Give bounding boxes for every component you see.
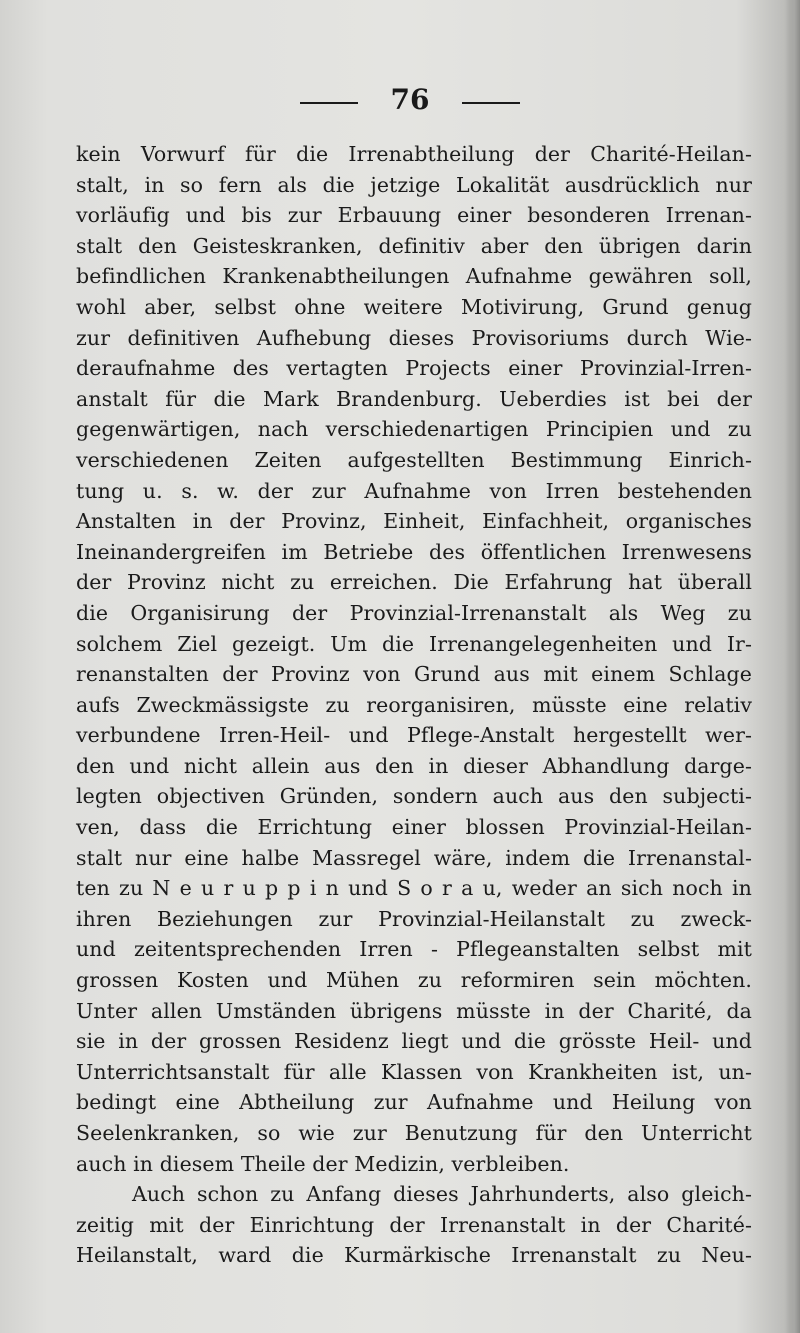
- text-line: Anstalten in der Provinz, Einheit, Einfachheit, organisches: [76, 509, 752, 534]
- text-line: stalt, in so fern als die jetzige Lokalität ausdrücklich nur: [76, 172, 752, 197]
- text-line: Unter allen Umständen übrigens müsste in der Charité, da: [76, 998, 752, 1023]
- body-text: [76, 139, 752, 1271]
- text-line: ten zu N e u r u p p i n und S o r a u, weder an sich noch in: [76, 876, 752, 901]
- text-line: Unterrichtsanstalt für alle Klassen von Krankheiten ist, un-: [76, 1059, 752, 1084]
- text-line: sie in der grossen Residenz liegt und die grösste Heil- und: [76, 1029, 752, 1054]
- text-line: bedingt eine Abtheilung zur Aufnahme und Heilung von: [76, 1090, 752, 1115]
- page-number: 76: [390, 83, 430, 116]
- text-line: anstalt für die Mark Brandenburg. Ueberdies ist bei der: [76, 386, 752, 411]
- header-rule-left: [300, 102, 358, 104]
- text-line: vorläufig und bis zur Erbauung einer besonderen Irrenan-: [76, 203, 752, 228]
- text-line: ihren Beziehungen zur Provinzial-Heilanstalt zu zweck-: [76, 906, 752, 931]
- text-line: solchem Ziel gezeigt. Um die Irrenangelegenheiten und Ir-: [76, 631, 752, 656]
- text-line: der Provinz nicht zu erreichen. Die Erfahrung hat überall: [76, 570, 752, 595]
- text-line: zur definitiven Aufhebung dieses Provisoriums durch Wie-: [76, 325, 752, 350]
- text-line: verschiedenen Zeiten aufgestellten Bestimmung Einrich-: [76, 447, 752, 472]
- text-line: renanstalten der Provinz von Grund aus mit einem Schlage: [76, 662, 752, 687]
- text-line: verbundene Irren-Heil- und Pflege-Anstalt hergestellt wer-: [76, 723, 752, 748]
- page-header: [0, 82, 800, 118]
- text-line: aufs Zweckmässigste zu reorganisiren, müsste eine relativ: [76, 692, 752, 717]
- text-line: gegenwärtigen, nach verschiedenartigen Principien und zu: [76, 417, 752, 442]
- text-line: kein Vorwurf für die Irrenabtheilung der Charité-Heilan-: [76, 142, 752, 166]
- text-line: grossen Kosten und Mühen zu reformiren sein möchten.: [76, 968, 752, 993]
- text-line: stalt nur eine halbe Massregel wäre, indem die Irrenanstal-: [76, 845, 752, 870]
- text-line: tung u. s. w. der zur Aufnahme von Irren bestehenden: [76, 478, 752, 503]
- text-line: deraufnahme des vertagten Projects einer Provinzial-Irren-: [76, 356, 752, 381]
- text-line: ven, dass die Errichtung einer blossen Provinzial-Heilan-: [76, 815, 752, 840]
- header-rule-right: [462, 102, 520, 104]
- text-line: stalt den Geisteskranken, definitiv aber den übrigen darin: [76, 233, 752, 258]
- text-line: zeitig mit der Einrichtung der Irrenanstalt in der Charité-: [76, 1212, 752, 1237]
- paragraph-end-line: auch in diesem Theile der Medizin, verbleiben.: [76, 1151, 570, 1176]
- text-line: den und nicht allein aus den in dieser Abhandlung darge-: [76, 753, 752, 778]
- text-line: legten objectiven Gründen, sondern auch aus den subjecti-: [76, 784, 752, 809]
- text-line: befindlichen Krankenabtheilungen Aufnahme gewähren soll,: [76, 264, 752, 289]
- paragraph-start-line: Auch schon zu Anfang dieses Jahrhunderts, also gleich-: [132, 1182, 752, 1207]
- text-line: und zeitentsprechenden Irren - Pflegeanstalten selbst mit: [76, 937, 752, 962]
- text-line: die Organisirung der Provinzial-Irrenanstalt als Weg zu: [76, 600, 752, 625]
- text-line: Ineinandergreifen im Betriebe des öffentlichen Irrenwesens: [76, 539, 752, 564]
- page-edge-shadow: [786, 0, 800, 1333]
- text-line: wohl aber, selbst ohne weitere Motivirung, Grund genug: [76, 294, 752, 319]
- text-line: Heilanstalt, ward die Kurmärkische Irrenanstalt zu Neu-: [76, 1243, 752, 1268]
- text-line: Seelenkranken, so wie zur Benutzung für den Unterricht: [76, 1121, 752, 1145]
